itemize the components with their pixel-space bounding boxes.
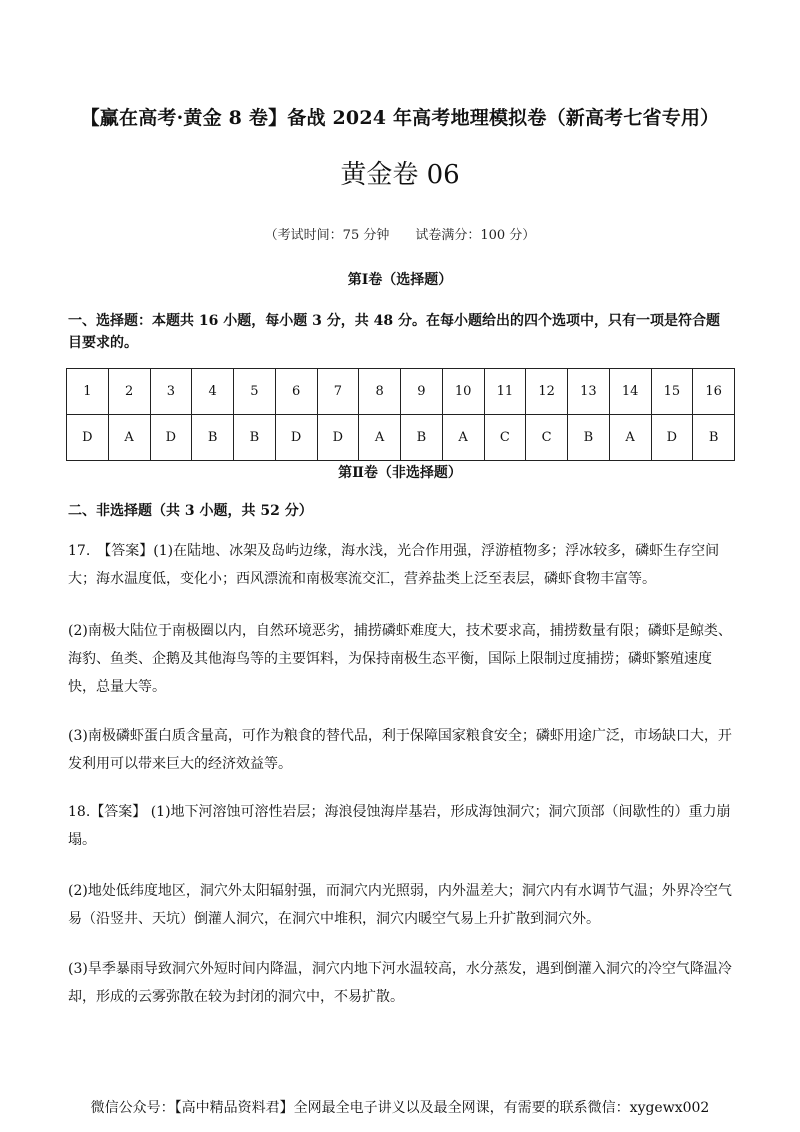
choice-instructions: 一、选择题：本题共 16 小题，每小题 3 分，共 48 分。在每小题给出的四个选项中，只有一项是符合题目要求的。 (68, 313, 720, 351)
answer-paragraph: (3)旱季暴雨导致洞穴外短时间内降温，洞穴内地下河水温较高，水分蒸发，遇到倒灌入洞穴的冷空气降温冷却，形成的云雾弥散在较为封闭的洞穴中，不易扩散。 (68, 961, 732, 1005)
question-number-cell: 11 (484, 369, 526, 415)
question-number-cell: 5 (234, 369, 276, 415)
answer-cell: B (568, 415, 610, 461)
question-number-cell: 6 (275, 369, 317, 415)
answer-paragraph: (3)南极磷虾蛋白质含量高，可作为粮食的替代品，利于保障国家粮食安全；磷虾用途广泛，市场缺口大，开发利用可以带来巨大的经济效益等。 (68, 728, 732, 772)
question-number-cell: 7 (317, 369, 359, 415)
footer-contact: 微信公众号：【高中精品资料君】全网最全电子讲义以及最全网课，有需要的联系微信：xygewx002 (90, 1100, 710, 1116)
answer-cell: A (609, 415, 651, 461)
answer-cell: A (108, 415, 150, 461)
exam-time: （考试时间：75 分钟 (264, 228, 390, 243)
question-number-cell: 3 (150, 369, 192, 415)
answer-cell: B (693, 415, 735, 461)
question-number-cell: 16 (693, 369, 735, 415)
answer-cell: B (234, 415, 276, 461)
answer-paragraph: 17. 【答案】(1)在陆地、冰架及岛屿边缘，海水浅，光合作用强，浮游植物多；浮冰较多，磷虾生存空间大；海水温度低，变化小；西风漂流和南极寒流交汇，营养盐类上泛至表层，磷虾食物丰富等。 (68, 543, 720, 587)
answer-paragraph: (2)地处低纬度地区，洞穴外太阳辐射强，而洞穴内光照弱，内外温差大；洞穴内有水调节气温；外界冷空气易（沿竖井、天坑）倒灌人洞穴，在洞穴中堆积，洞穴内暖空气易上升扩散到洞穴外。 (68, 883, 732, 927)
question-number-cell: 2 (108, 369, 150, 415)
part1-heading: 第Ⅰ卷（选择题） (347, 272, 453, 288)
answer-cell: D (651, 415, 693, 461)
question-number-cell: 13 (568, 369, 610, 415)
answer-table-answer-row (67, 415, 735, 461)
answer-table-number-row (67, 369, 735, 415)
question-number-cell: 9 (401, 369, 443, 415)
answer-cell: C (526, 415, 568, 461)
document-subtitle: 黄金卷 06 (340, 160, 460, 190)
part2-heading: 第Ⅱ卷（非选择题） (338, 465, 462, 481)
question-number-cell: 8 (359, 369, 401, 415)
answer-table (66, 368, 735, 461)
question-number-cell: 14 (609, 369, 651, 415)
question-number-cell: 15 (651, 369, 693, 415)
non-choice-instructions: 二、非选择题（共 3 小题，共 52 分） (68, 503, 313, 519)
answer-cell: A (359, 415, 401, 461)
answer-cell: B (401, 415, 443, 461)
exam-info (0, 224, 800, 243)
answer-cell: B (192, 415, 234, 461)
full-score: 试卷满分：100 分） (415, 228, 536, 243)
answer-cell: D (150, 415, 192, 461)
answer-cell: C (484, 415, 526, 461)
question-number-cell: 4 (192, 369, 234, 415)
question-number-cell: 1 (67, 369, 109, 415)
document-title: 【赢在高考·黄金 8 卷】备战 2024 年高考地理模拟卷（新高考七省专用） (80, 107, 720, 129)
question-number-cell: 10 (442, 369, 484, 415)
answer-cell: A (442, 415, 484, 461)
answer-paragraph: 18.【答案】 (1)地下河溶蚀可溶性岩层；海浪侵蚀海岸基岩，形成海蚀洞穴；洞穴顶部（间歇性的）重力崩塌。 (68, 804, 731, 848)
answer-paragraph: (2)南极大陆位于南极圈以内，自然环境恶劣，捕捞磷虾难度大，技术要求高，捕捞数量有限；磷虾是鲸类、海豹、鱼类、企鹅及其他海鸟等的主要饵料，为保持南极生态平衡，国际上限制过度捕捞；磷虾繁殖速度快，总量大等。 (68, 623, 732, 695)
answer-cell: D (317, 415, 359, 461)
question-number-cell: 12 (526, 369, 568, 415)
answer-cell: D (67, 415, 109, 461)
answer-cell: D (275, 415, 317, 461)
